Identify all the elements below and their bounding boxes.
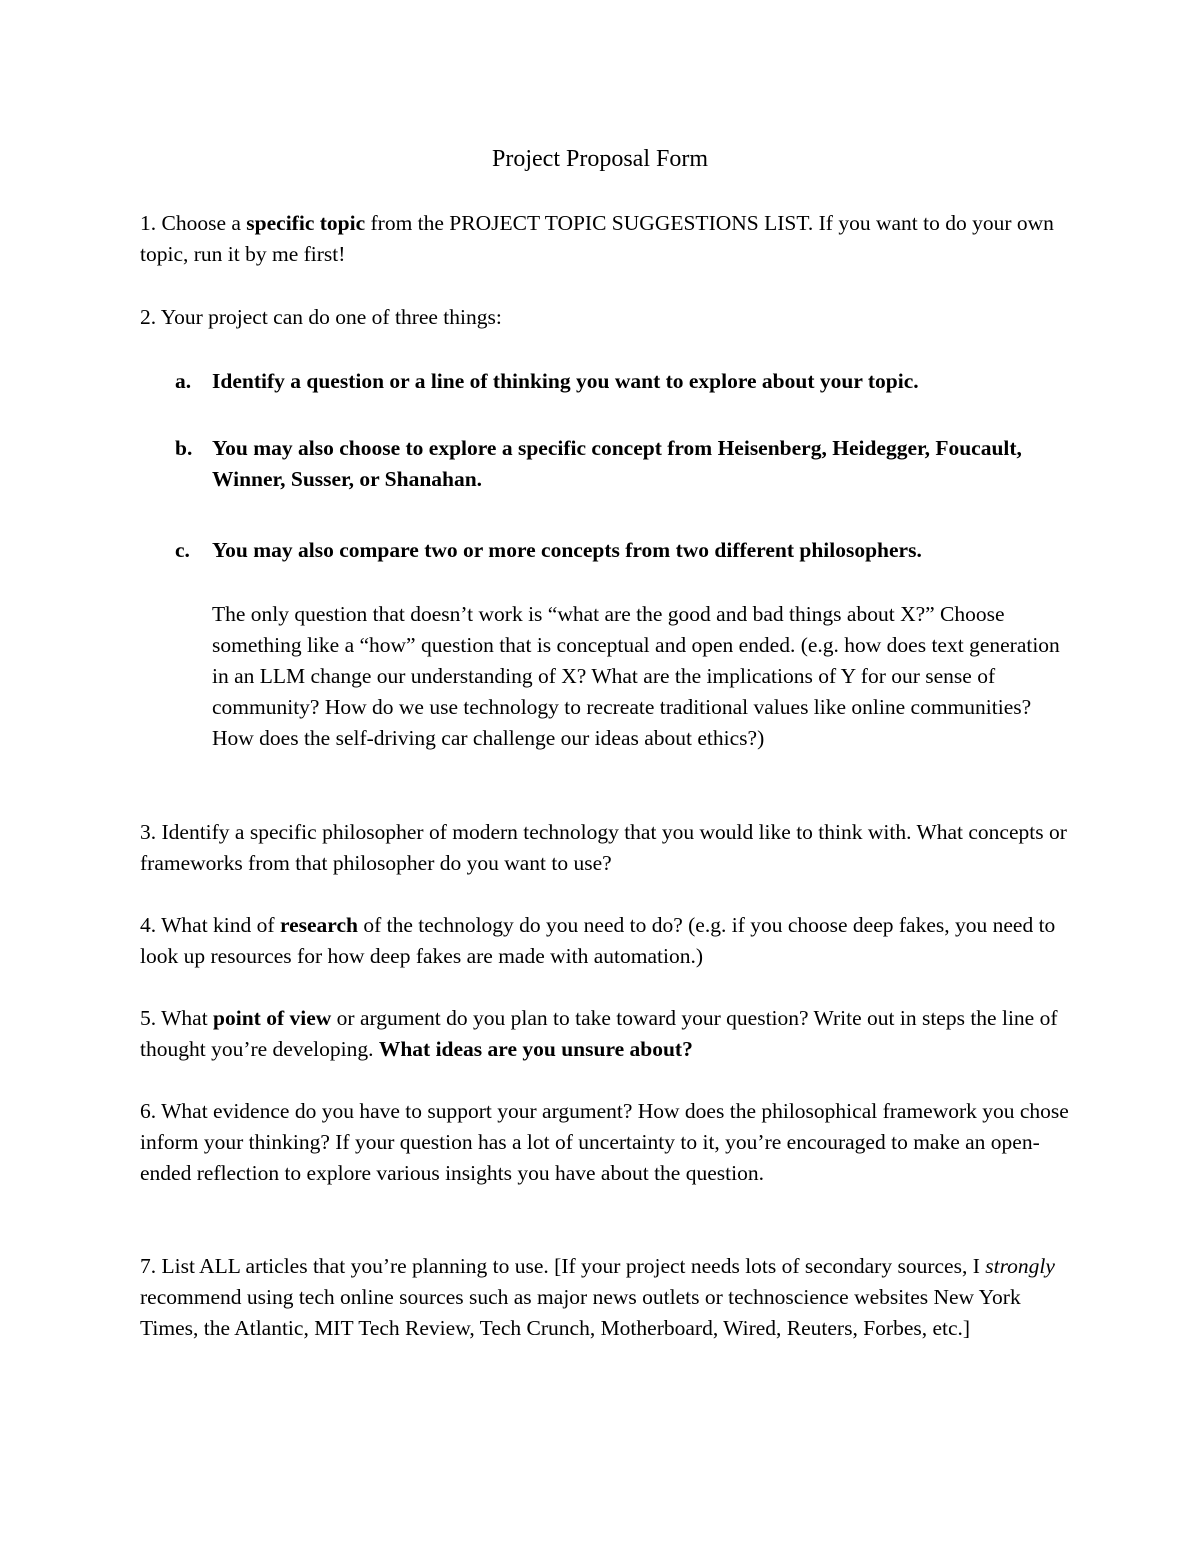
question-4-text-rest: of the technology do you need to do? (e.g. if you choose deep fakes, you need to look up resources for how deep fakes are made with automation.) bbox=[140, 913, 1056, 968]
option-c-text: You may also compare two or more concepts from two different philosophers. bbox=[212, 538, 922, 562]
question-6: 6. What evidence do you have to support your argument? How does the philosophical framework you chose inform your thinking? If your question has a lot of uncertainty to it, you’re encouraged to make an open-ended reflection to explore various insights you have about the question. bbox=[140, 1099, 1069, 1185]
option-b-text: You may also choose to explore a specific concept from Heisenberg, Heidegger, Foucault, Winner, Susser, or Shanahan. bbox=[212, 436, 1022, 491]
question-2: 2. Your project can do one of three things: bbox=[140, 305, 502, 329]
question-7-emphasis: strongly bbox=[985, 1254, 1055, 1278]
question-7-text: 7. List ALL articles that you’re planning to use. [If your project needs lots of secondary sources, I bbox=[140, 1254, 986, 1278]
question-5-text: 5. What bbox=[140, 1006, 214, 1030]
option-a-text-end: you want to explore about your topic. bbox=[570, 369, 919, 393]
option-a-text-start: Identify a bbox=[212, 369, 307, 393]
option-b bbox=[175, 433, 1055, 495]
option-b-marker: b. bbox=[175, 436, 193, 460]
question-1 bbox=[140, 208, 1070, 270]
question-1-emphasis: specific topic bbox=[246, 211, 366, 235]
question-1-text-rest: from the PROJECT TOPIC SUGGESTIONS LIST. If you want to do your own topic, run it by me first! bbox=[140, 211, 1054, 266]
question-4 bbox=[140, 910, 1070, 972]
option-a-marker: a. bbox=[175, 369, 192, 393]
question-3: 3. Identify a specific philosopher of modern technology that you would like to think with. What concepts or frameworks from that philosopher do you want to use? bbox=[140, 820, 1067, 875]
option-c-marker: c. bbox=[175, 538, 190, 562]
question-5-emphasis: point of view bbox=[213, 1006, 332, 1030]
option-a-text bbox=[212, 366, 1055, 397]
option-c bbox=[175, 535, 1055, 566]
question-4-emphasis: research bbox=[279, 913, 358, 937]
question-1-text: 1. Choose a bbox=[140, 211, 247, 235]
document-title: Project Proposal Form bbox=[492, 146, 708, 172]
option-a bbox=[175, 366, 1055, 397]
question-5-text-mid: or argument do you plan to take toward your question? Write out in steps the line of thought you’re developing. bbox=[140, 1006, 1058, 1061]
question-5 bbox=[140, 1003, 1070, 1065]
question-7-text-rest: recommend using tech online sources such as major news outlets or technoscience websites New York Times, the Atlantic, MIT Tech Review, Tech Crunch, Motherboard, Wired, Reuters, Forbes, etc.] bbox=[140, 1285, 1021, 1340]
question-7 bbox=[140, 1251, 1070, 1344]
question-5-emphasis-end: What ideas are you unsure about? bbox=[378, 1037, 693, 1061]
question-4-text: 4. What kind of bbox=[140, 913, 280, 937]
question-guidance-note: The only question that doesn’t work is “what are the good and bad things about X?” Choose something like a “how” question that is conceptual and open ended. (e.g. how does text generation in an LLM change our understanding of X? What are the implications of Y for our sense of community? How do we use technology to recreate traditional values like online communities? How does the self-driving car challenge our ideas about ethics?) bbox=[212, 602, 1060, 750]
option-a-emphasis: question or a line of thinking bbox=[306, 369, 571, 393]
